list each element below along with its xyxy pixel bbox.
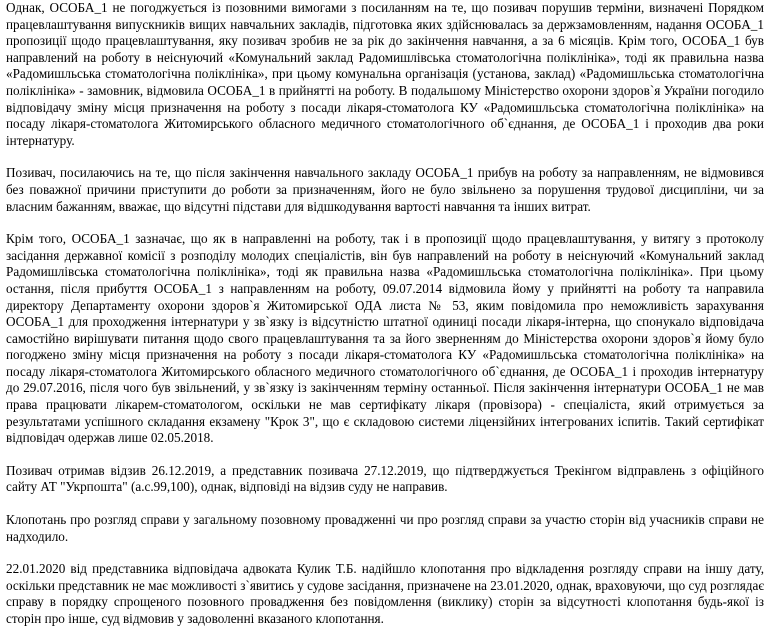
paragraph-1: Однак, ОСОБА_1 не погоджується із позовними вимогами з посиланням на те, що позивач порушив терміни, визначені Порядком працевлаштування випускників вищих навчальних закладів, підготовка яких здійснювалась за держзамовленням, надання ОСОБА_1 пропозиції щодо працевлаштування, яку позивач зробив не за рік до закінчення навчання, а за 6 місяців. Крім того, ОСОБА_1 був направлений на роботу в неіснуючий «Комунальний заклад Радомишлівська стоматологічна поліклініка», тоді як правильна назва «Радомишльська стоматологічна поліклініка», при цьому комунальна організація (установа, заклад) «Радомишльська стоматологічна поліклініка» - замовник, відмовила ОСОБА_1 в прийнятті на роботу. В подальшому Міністерство охорони здоров`я України погодило відповідачу зміну місця призначення на роботу з посади лікаря-стоматолога КУ «Радомишльська стоматологічна поліклініка» на посаду лікаря-стоматолога Житомирського обласного медичного стоматологічного об`єднання, де ОСОБА_1 і проходив два роки інтернатуру.: [6, 0, 764, 148]
paragraph-spacer: [6, 545, 764, 561]
paragraph-5: Клопотань про розгляд справи у загальному позовному провадженні чи про розгляд справи за участю сторін від учасників справи не надходило.: [6, 512, 764, 544]
paragraph-spacer: [6, 447, 764, 463]
paragraph-6: 22.01.2020 від представника відповідача адвоката Кулик Т.Б. надійшло клопотання про відкладення розгляду справи на іншу дату, оскільки представник не має можливості з`явитись у судове засідання, призначене на 23.01.2020, однак, враховуючи, що суд розглядає справу в порядку спрощеного позовного провадження без повідомлення (виклику) сторін за відсутності клопотання будь-якої із сторін про інше, суд відмовив у задоволенні вказаного клопотання.: [6, 561, 764, 626]
paragraph-2: Позивач, посилаючись на те, що після закінчення навчального закладу ОСОБА_1 прибув на роботу за направленням, не відмовився без поважної причини приступити до роботи за призначенням, його не було звільнено за порушення трудової дисципліни, чи за власним бажанням, вважає, що відсутні підстави для відшкодування вартості навчання та інших витрат.: [6, 165, 764, 214]
paragraph-3: Крім того, ОСОБА_1 зазначає, що як в направленні на роботу, так і в пропозиції щодо працевлаштування, у витягу з протоколу засідання державної комісії з розподілу молодих спеціалістів, він був направлений на роботу в неіснуючий «Комунальний заклад Радомишлівська стоматологічна поліклініка», тоді як правильна назва «Радомишльська стоматологічна поліклініка». При цьому остання, після прибуття ОСОБА_1 з направленням на роботу, 09.07.2014 відмовила йому у прийнятті на роботу та направила директору Департаменту охорони здоров`я Житомирської ОДА листа № 53, яким повідомила про неможливість зарахування ОСОБА_1 для проходження інтернатури у зв`язку із відсутністю штатної одиниці посади лікаря-інтерна, що спонукало відповідача самостійно вирішувати питання щодо свого працевлаштування та за його зверненням до Міністерства охорони здоров`я йому було погоджено зміну місця призначення на роботу з посади лікаря-стоматолога КУ «Радомишльська стоматологічна поліклініка» на посаду лікаря-стоматолога Житомирського обласного медичного стоматологічного об`єднання, де ОСОБА_1 і проходив інтернатуру до 29.07.2016, після чого був звільнений, у зв`язку із закінченням терміну останньої. Після закінчення інтернатури ОСОБА_1 не мав права працювати лікарем-стоматологом, оскільки не мав сертифікату лікаря (провізора) - спеціаліста, який отримується за результатами успішного складання екзамену "Крок 3", що є складовою системи ліцензійних інтегрованих іспитів. Такий сертифікат відповідач одержав лише 02.05.2018.: [6, 231, 764, 446]
paragraph-spacer: [6, 215, 764, 231]
paragraph-4: Позивач отримав відзив 26.12.2019, а представник позивача 27.12.2019, що підтверджується Трекінгом відправлень з офіційного сайту АТ "Укрпошта" (а.с.99,100), однак, відповіді на відзив суду не направив.: [6, 462, 764, 495]
paragraph-spacer: [6, 496, 764, 512]
paragraph-spacer: [6, 149, 764, 165]
